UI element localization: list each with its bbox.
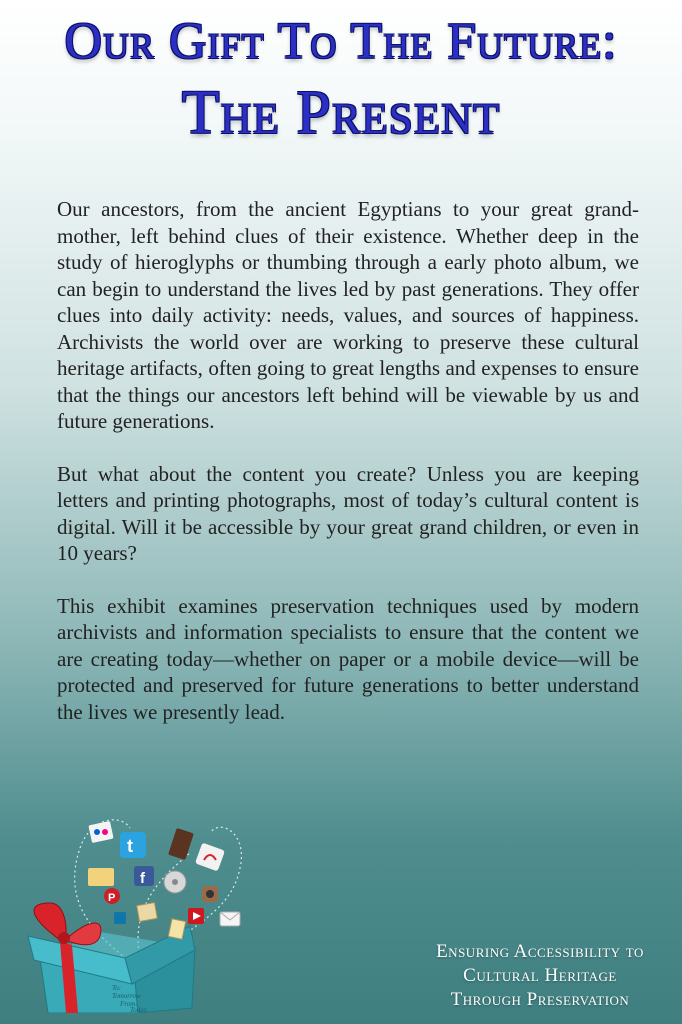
paragraph-exhibit: This exhibit examines preservation techniques used by modern archivists and information specialists to ensure that the content we are creating today—whether on paper or a mobile device—will be protected and preserved for future generations to better understand the lives we presently lead. (57, 593, 639, 724)
footer-line-1: Ensuring Accessibility to (436, 941, 644, 962)
gift-tag-tomorrow: Tomorrow (112, 992, 141, 1000)
folder-icon (88, 868, 114, 886)
twitter-icon (120, 832, 146, 858)
intro-text (57, 196, 639, 751)
paragraph-ancestors: Our ancestors, from the ancient Egyptians to your great grand-mother, left behind clues of their existence. Whether deep in the study of hieroglyphs or thumbing through a early photo album, we can begin to understand the lives led by past generations. They offer clues into daily activity: needs, values, and sources of happiness. Archivists the world over are working to preserve these cultural heritage artifacts, often going to great lengths and expenses to ensure that the things our ancestors left behind will be viewable by us and future generations. (57, 197, 639, 433)
page-title-line-2: The Present (181, 79, 501, 147)
svg-text:P: P (108, 892, 116, 904)
svg-text:f: f (140, 870, 145, 887)
footer-tagline (405, 940, 675, 1012)
gift-tag-to: To: (112, 984, 122, 992)
pinterest-icon (104, 888, 120, 904)
linkedin-icon (114, 912, 126, 924)
gift-tag-today: Today (130, 1006, 147, 1013)
social-icons (88, 821, 240, 939)
photo-icon (137, 903, 158, 922)
email-icon (220, 912, 240, 926)
cd-icon (164, 871, 186, 893)
facebook-icon (134, 866, 154, 887)
footer-line-2: Cultural Heritage (463, 965, 617, 986)
instagram-icon (202, 886, 218, 902)
gift-tag-from: From: (120, 1000, 138, 1008)
paragraph-digital-content: But what about the content you create? Unless you are keeping letters and printing photographs, most of today’s cultural content is digital. Will it be accessible by your great grand children, or even in 10 years? (57, 461, 639, 565)
gift-box-illustration (20, 808, 270, 1013)
document-icon (168, 919, 185, 940)
chocolate-icon (168, 828, 194, 860)
page-title-line-1: Our Gift To The Future: (64, 13, 618, 70)
footer-line-3: Through Preservation (450, 989, 630, 1010)
flickr-icon (88, 821, 113, 843)
music-icon (195, 843, 225, 872)
youtube-icon (188, 908, 204, 924)
svg-text:t: t (127, 836, 133, 856)
